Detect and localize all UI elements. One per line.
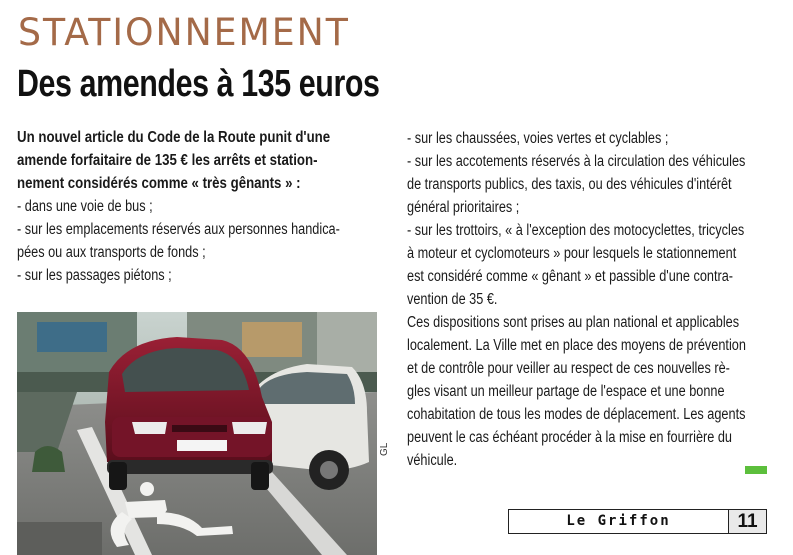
body-line: - dans une voie de bus ; bbox=[17, 198, 153, 215]
end-of-article-marker bbox=[745, 466, 767, 474]
body-line: à moteur et cyclomoteurs » pour lesquels le stationnement bbox=[407, 245, 737, 262]
body-line: - sur les chaussées, voies vertes et cyclables ; bbox=[407, 130, 669, 147]
page-number: 11 bbox=[728, 510, 766, 533]
body-line: peuvent le cas échéant procéder à la mise en fourrière du bbox=[407, 429, 733, 446]
body-line: - sur les accotements réservés à la circulation des véhicules bbox=[407, 153, 746, 170]
body-line: localement. La Ville met en place des moyens de prévention bbox=[407, 337, 746, 354]
body-line: - sur les emplacements réservés aux personnes handica- bbox=[17, 221, 340, 238]
article-headline: Des amendes à 135 euros bbox=[17, 63, 380, 105]
body-line: Ces dispositions sont prises au plan national et applicables bbox=[407, 314, 740, 331]
body-line: gles visant un meilleur partage de l'espace et une bonne bbox=[407, 383, 725, 400]
body-line: général prioritaires ; bbox=[407, 199, 520, 216]
lead-line: nement considérés comme « très gênants » : bbox=[17, 175, 301, 192]
magazine-name: Le Griffon bbox=[566, 513, 671, 529]
section-title: STATIONNEMENT bbox=[18, 11, 350, 54]
body-line: vention de 35 €. bbox=[407, 291, 498, 308]
body-line: véhicule. bbox=[407, 452, 458, 469]
body-line: et de contrôle pour veiller au respect de ces nouvelles rè- bbox=[407, 360, 730, 377]
left-column bbox=[17, 126, 387, 287]
right-column bbox=[407, 127, 772, 472]
parking-photo bbox=[17, 312, 377, 555]
body-line: pées ou aux transports de fonds ; bbox=[17, 244, 206, 261]
lead-line: Un nouvel article du Code de la Route punit d'une bbox=[17, 129, 331, 146]
page-footer bbox=[508, 509, 767, 534]
body-line: cohabitation de tous les modes de déplacement. Les agents bbox=[407, 406, 746, 423]
lead-line: amende forfaitaire de 135 € les arrêts et station- bbox=[17, 152, 318, 169]
body-line: - sur les passages piétons ; bbox=[17, 267, 172, 284]
body-line: - sur les trottoirs, « à l'exception des motocyclettes, tricycles bbox=[407, 222, 745, 239]
body-line: de transports publics, des taxis, ou des véhicules d'intérêt bbox=[407, 176, 732, 193]
photo-credit: GL bbox=[379, 442, 390, 456]
body-line: est considéré comme « gênant » et passible d'une contra- bbox=[407, 268, 734, 285]
